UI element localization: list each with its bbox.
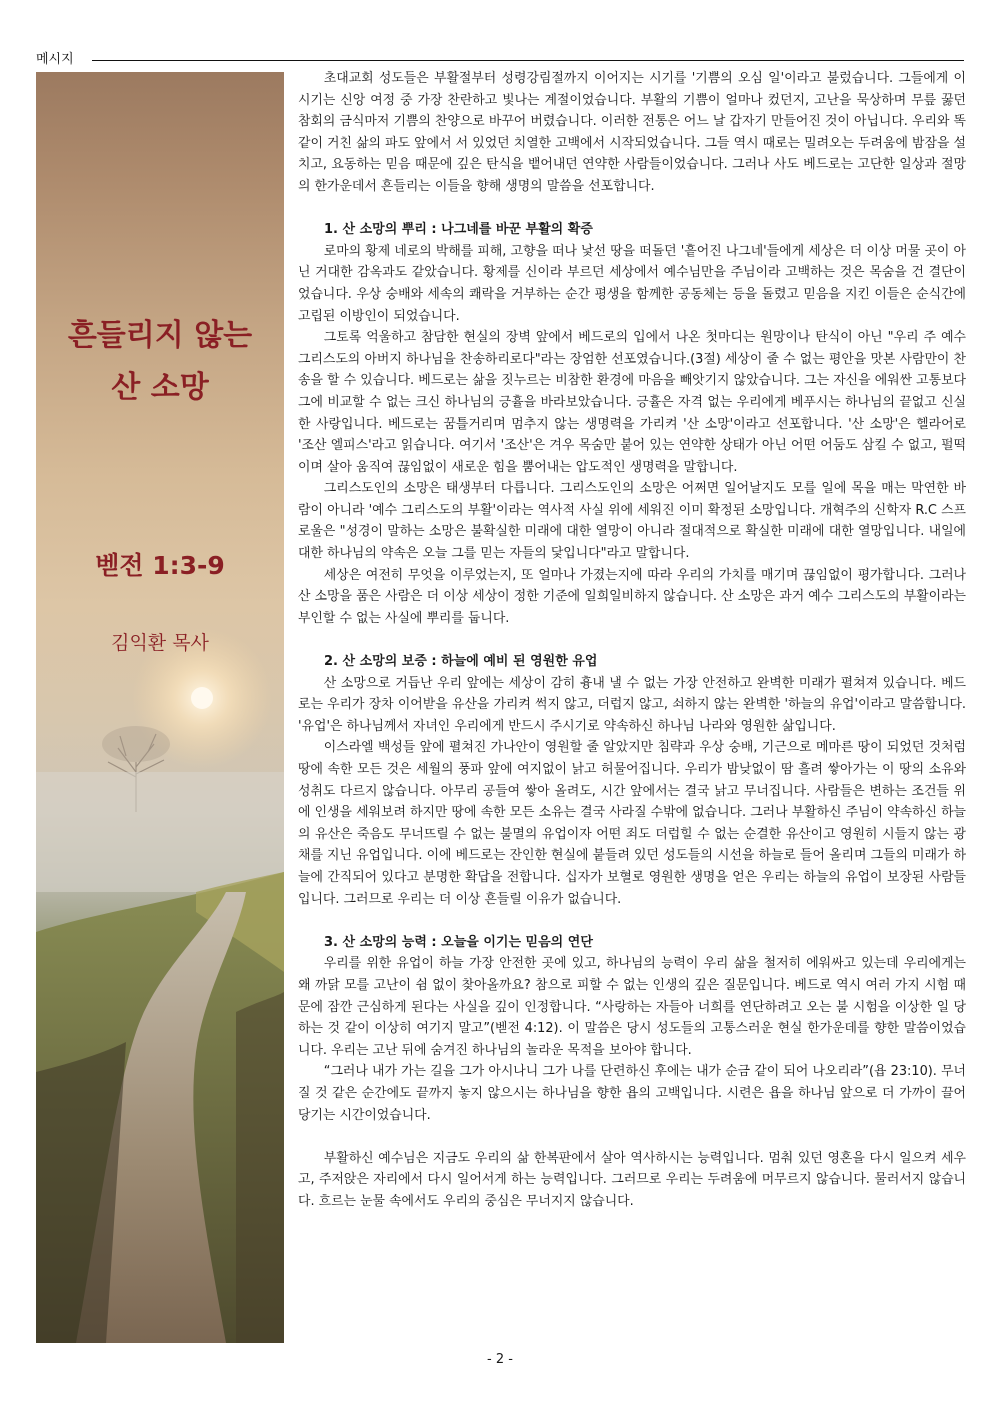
section-1-heading: 1. 산 소망의 뿌리 : 나그네를 바꾼 부활의 확증 — [324, 222, 593, 238]
section-2-heading: 2. 산 소망의 보증 : 하늘에 예비 된 영원한 유업 — [324, 654, 598, 670]
section-2-paragraph: 이스라엘 백성들 앞에 펼쳐진 가나안이 영원할 줄 알았지만 침략과 우상 숭배, 기근으로 메마른 땅이 되었던 것처럼 땅에 속한 모든 것은 세월의 풍파 앞에 여지없이 낡고 허물어집니다. 우리가 밤낮없이 땀 흘려 쌓아가는 이 땅의 소유와 성취도 다르지 않습니다. 아무리 공들여 쌓아 올려도, 시간 앞에서는 결국 낡고 무너집니다. 사람들은 변하는 조건들 위에 인생을 세워보려 하지만 땅에 속한 모든 소유는 결국 사라질 수밖에 없습니다. 그러나 부활하신 주님이 약속하신 하늘의 유산은 죽음도 무너뜨릴 수 없는 불멸의 유업이자 어떤 죄도 더럽힐 수 없는 순결한 유산이고 영원히 시들지 않는 광채를 지닌 유업입니다. 이에 베드로는 잔인한 현실에 붙들려 있던 성도들의 시선을 하늘로 들어 올리며 그들의 미래가 하늘에 간직되어 있다고 분명한 확답을 전합니다. 십자가 보혈로 영원한 생명을 얻은 우리는 하늘의 유업이 보장된 사람들입니다. 그러므로 우리는 더 이상 흔들릴 이유가 없습니다. — [298, 740, 966, 907]
sidebar-image-panel — [36, 72, 284, 1343]
section-3-paragraph: “그러나 내가 가는 길을 그가 아시나니 그가 나를 단련하신 후에는 내가 순금 같이 되어 나오리라”(욥 23:10). 무너질 것 같은 순간에도 끝까지 놓지 않으시는 하나님을 향한 욥의 고백입니다. 시련은 욥을 하나님 앞으로 더 가까이 끌어당기는 시간이었습니다. — [298, 1064, 966, 1123]
header-rule — [92, 60, 964, 61]
landscape-illustration — [36, 72, 284, 1343]
scripture-reference: 벧전 1:3-9 — [95, 551, 225, 580]
intro-paragraph: 초대교회 성도들은 부활절부터 성령강림절까지 이어지는 시기를 '기쁨의 오심 일'이라고 불렀습니다. 그들에게 이 시기는 신앙 여정 중 가장 찬란하고 빛나는 계절이었습니다. 부활의 기쁨이 얼마나 컸던지, 고난을 묵상하며 무릎 꿇던 참회의 금식마저 기쁨의 찬양으로 바꾸어 버렸습니다. 이러한 전통은 어느 날 갑자기 만들어진 것이 아닙니다. 우리와 똑같이 거친 삶의 파도 앞에서 서 있었던 치열한 고백에서 시작되었습니다. 그들 역시 때로는 밀려오는 두려움에 밤잠을 설치고, 요동하는 믿음 때문에 깊은 탄식을 뱉어내던 연약한 사람들이었습니다. 그러나 사도 베드로는 고단한 일상과 절망의 한가운데서 흔들리는 이들을 향해 생명의 말씀을 선포합니다. — [298, 71, 966, 194]
section-2-paragraph: 산 소망으로 거듭난 우리 앞에는 세상이 감히 흉내 낼 수 없는 가장 안전하고 완벽한 미래가 펼쳐져 있습니다. 베드로는 우리가 장차 이어받을 유산을 가리켜 썩지 않고, 더럽지 않고, 쇠하지 않는 완벽한 '하늘의 유업'이라고 말씀합니다. '유업'은 하나님께서 자녀인 우리에게 반드시 주시기로 약속하신 하나님 나라와 영원한 삶입니다. — [298, 675, 966, 734]
section-1-paragraph: 로마의 황제 네로의 박해를 피해, 고향을 떠나 낯선 땅을 떠돌던 '흩어진 나그네'들에게 세상은 더 이상 머물 곳이 아닌 거대한 감옥과도 같았습니다. 황제를 신이라 부르던 세상에서 예수님만을 주님이라 고백하는 것은 목숨을 건 결단이었습니다. 우상 숭배와 세속의 쾌락을 거부하는 순간 평생을 함께한 공동체는 등을 돌렸고 믿음을 지킨 이들은 순식간에 고립된 이방인이 되었습니다. — [298, 243, 966, 324]
section-3-paragraph: 우리를 위한 유업이 하늘 가장 안전한 곳에 있고, 하나님의 능력이 우리 삶을 철저히 에워싸고 있는데 우리에게는 왜 까닭 모를 고난이 쉼 없이 찾아올까요? 참으로 피할 수 없는 인생의 깊은 질문입니다. 베드로 역시 여러 가지 시험 때문에 잠깐 근심하게 된다는 사실을 깊이 인정합니다. “사랑하는 자들아 너희를 연단하려고 오는 불 시험을 이상한 일 당하는 것 같이 이상히 여기지 말고”(벧전 4:12). 이 말씀은 당시 성도들의 고통스러운 현실 한가운데를 향한 말씀이었습니다. 우리는 고난 뒤에 숨겨진 하나님의 놀라운 목적을 보아야 합니다. — [298, 956, 966, 1058]
section-3-heading: 3. 산 소망의 능력 : 오늘을 이기는 믿음의 연단 — [324, 934, 593, 950]
sermon-body — [298, 68, 966, 1212]
page-header — [36, 44, 964, 68]
section-1-paragraph: 세상은 여전히 무엇을 이루었는지, 또 얼마나 가졌는지에 따라 우리의 가치를 매기며 끊임없이 평가합니다. 그러나 산 소망을 품은 사람은 더 이상 세상이 정한 기준에 일희일비하지 않습니다. 산 소망은 과거 예수 그리스도의 부활이라는 부인할 수 없는 사실에 뿌리를 둡니다. — [298, 567, 966, 626]
author-name: 김익환 목사 — [111, 632, 209, 654]
sermon-title — [36, 310, 284, 414]
section-1-paragraph: 그리스도인의 소망은 태생부터 다릅니다. 그리스도인의 소망은 어쩌면 일어날지도 모를 일에 목을 매는 막연한 바람이 아니라 '예수 그리스도의 부활'이라는 역사적 사실 위에 세워진 이미 확정된 소망입니다. 개혁주의 신학자 R.C 스프로울은 "성경이 말하는 소망은 불확실한 미래에 대한 열망이 아니라 절대적으로 확실한 미래에 대한 열망입니다. 내일에 대한 하나님의 약속은 오늘 그를 믿는 자들의 닻입니다"라고 말합니다. — [298, 481, 966, 562]
page-number: - 2 - — [487, 1352, 513, 1367]
section-label: 메시지 — [36, 48, 80, 67]
closing-paragraph: 부활하신 예수님은 지금도 우리의 삶 한복판에서 살아 역사하시는 능력입니다. 멈춰 있던 영혼을 다시 일으켜 세우고, 주저앉은 자리에서 다시 일어서게 하는 능력입니다. 그러므로 우리는 두려움에 머무르지 않습니다. 물러서지 않습니다. 흐르는 눈물 속에서도 우리의 중심은 무너지지 않습니다. — [298, 1150, 966, 1209]
sermon-title-line2: 산 소망 — [111, 370, 209, 405]
section-1-paragraph: 그토록 억울하고 참담한 현실의 장벽 앞에서 베드로의 입에서 나온 첫마디는 원망이나 탄식이 아닌 "우리 주 예수 그리스도의 아버지 하나님을 찬송하리로다"라는 장엄한 선포였습니다.(3절) 세상이 줄 수 없는 평안을 맛본 사람만이 찬송을 할 수 있습니다. 베드로는 삶을 짓누르는 비참한 환경에 마음을 빼앗기지 않았습니다. 그는 자신을 에워싼 고통보다 그에 비교할 수 없는 크신 하나님의 긍휼을 바라보았습니다. 긍휼은 자격 없는 우리에게 베푸시는 하나님의 끝없고 신실한 사랑입니다. 베드로는 꿈틀거리며 멈추지 않는 생명력을 가리켜 '산 소망'이라고 선포합니다. '산 소망'은 헬라어로 '조산 엘피스'라고 읽습니다. 여기서 '조산'은 겨우 목숨만 붙어 있는 연약한 상태가 아닌 어떤 어둠도 삼킬 수 없고, 펄떡이며 살아 움직여 끊임없이 새로운 힘을 뿜어내는 압도적인 생명력을 말합니다. — [298, 330, 966, 475]
sermon-title-line1: 흔들리지 않는 — [67, 318, 253, 353]
